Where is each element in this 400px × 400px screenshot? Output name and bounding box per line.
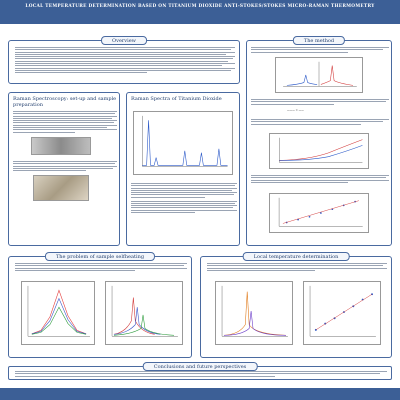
setup-photo [31,137,91,155]
localtemp-text [207,263,387,272]
localtemp-title: Local temperature determination [243,252,350,261]
setup-text-2 [13,161,117,172]
setup-title: Raman Spectroscopy: set-up and sample preparation [13,96,117,108]
localtemp-chart-left [215,281,293,345]
sample-image [33,175,89,201]
selfheating-chart-right [105,281,183,345]
spectra-box [126,92,240,246]
selfheating-title: The problem of sample selfheating [45,252,155,261]
poster-header [0,0,400,24]
conclusions-title: Conclusions and future perspectives [143,362,258,371]
conclusions-box [8,363,392,380]
poster-footer [0,388,400,400]
overview-title: Overview [101,36,147,45]
acknowledgement [0,388,400,392]
method-text-1 [251,47,389,54]
spectra-text [131,183,237,214]
poster-title: LOCAL TEMPERATURE DETERMINATION BASED ON TITANIUM DIOXIDE ANTI-STOKES/STOKES MICRO-RAMAN THERMOMETRY [25,4,375,9]
overview-box [8,37,240,84]
method-box [246,37,392,246]
method-figure-1 [275,57,363,93]
selfheating-chart-left [21,281,95,345]
method-text-2 [251,99,389,106]
setup-text-1 [13,111,117,134]
localtemp-chart-right [303,281,381,345]
method-figure-3 [269,193,369,233]
spectra-chart [133,111,233,175]
selfheating-text [15,263,187,272]
overview-text [15,47,235,74]
method-equation: ——— = —— [287,109,304,112]
method-text-4 [251,175,389,184]
method-title: The method [293,36,345,45]
setup-box [8,92,120,246]
spectra-title: Raman Spectra of Titanium Dioxide [131,96,222,102]
method-text-3 [251,119,389,126]
conclusions-text [15,371,387,378]
localtemp-box [200,253,392,358]
selfheating-box [8,253,192,358]
method-figure-2 [269,133,369,169]
